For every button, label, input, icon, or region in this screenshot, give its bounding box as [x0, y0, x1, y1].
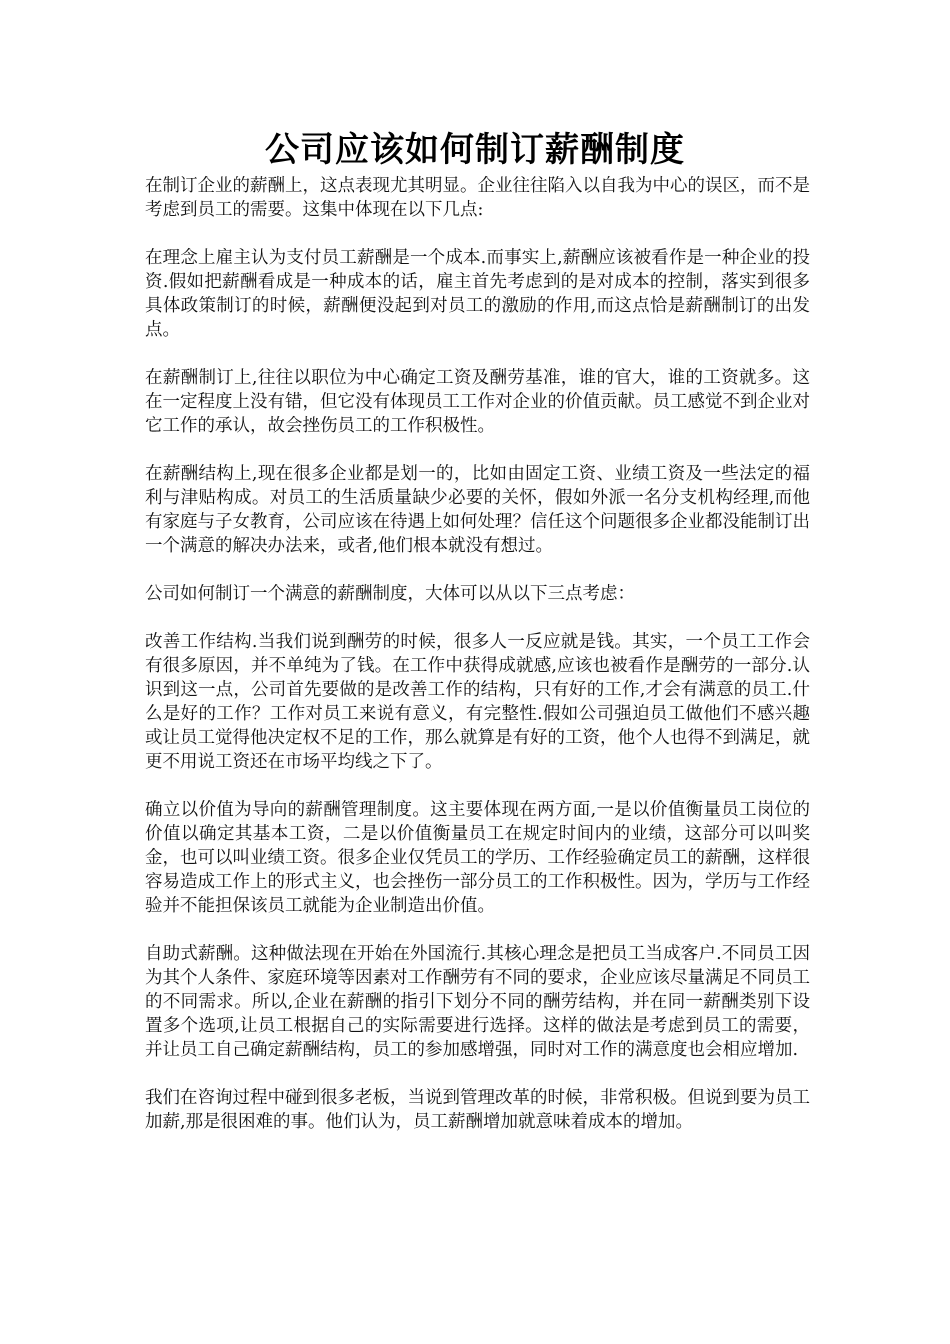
paragraph-2: 在理念上雇主认为支付员工薪酬是一个成本.而事实上,薪酬应该被看作是一种企业的投资.假如把薪酬看成是一种成本的话，雇主首先考虑到的是对成本的控制，落实到很多具体政策制订的时候，薪酬便没起到对员工的激励的作用,而这点恰是薪酬制订的出发点。 — [145, 248, 810, 340]
paragraph-6: 改善工作结构.当我们说到酬劳的时候，很多人一反应就是钱。其实，一个员工工作会有很多原因，并不单纯为了钱。在工作中获得成就感,应该也被看作是酬劳的一部分.认识到这一点，公司首先要做的是改善工作的结构，只有好的工作,才会有满意的员工.什么是好的工作？工作对员工来说有意义，有完整性.假如公司强迫员工做他们不感兴趣或让员工觉得他决定权不足的工作，那么就算是有好的工资，他个人也得不到满足，就更不用说工资还在市场平均线之下了。 — [145, 632, 810, 772]
document-title: 公司应该如何制订薪酬制度 — [265, 130, 685, 170]
paragraph-9: 我们在咨询过程中碰到很多老板，当说到管理改革的时候，非常积极。但说到要为员工加薪,那是很困难的事。他们认为，员工薪酬增加就意味着成本的增加。 — [145, 1088, 810, 1132]
paragraph-8: 自助式薪酬。这种做法现在开始在外国流行.其核心理念是把员工当成客户.不同员工因为其个人条件、家庭环境等因素对工作酬劳有不同的要求，企业应该尽量满足不同员工的不同需求。所以,企业在薪酬的指引下划分不同的酬劳结构，并在同一薪酬类别下设置多个选项,让员工根据自己的实际需要进行选择。这样的做法是考虑到员工的需要，并让员工自己确定薪酬结构，员工的参加感增强，同时对工作的满意度也会相应增加. — [145, 944, 810, 1060]
paragraph-4: 在薪酬结构上,现在很多企业都是划一的，比如由固定工资、业绩工资及一些法定的福利与津贴构成。对员工的生活质量缺少必要的关怀，假如外派一名分支机构经理,而他有家庭与子女教育，公司应该在待遇上如何处理？信任这个问题很多企业都没能制订出一个满意的解决办法来，或者,他们根本就没有想过。 — [145, 464, 810, 556]
paragraph-3: 在薪酬制订上,往往以职位为中心确定工资及酬劳基准，谁的官大，谁的工资就多。这在一定程度上没有错，但它没有体现员工工作对企业的价值贡献。员工感觉不到企业对它工作的承认，故会挫伤员工的工作积极性。 — [145, 368, 810, 436]
document-body — [145, 174, 810, 1158]
paragraph-5: 公司如何制订一个满意的薪酬制度，大体可以从以下三点考虑： — [145, 584, 635, 604]
paragraph-7: 确立以价值为导向的薪酬管理制度。这主要体现在两方面,一是以价值衡量员工岗位的价值以确定其基本工资，二是以价值衡量员工在规定时间内的业绩，这部分可以叫奖金，也可以叫业绩工资。很多企业仅凭员工的学历、工作经验确定员工的薪酬，这样很容易造成工作上的形式主义，也会挫伤一部分员工的工作积极性。因为，学历与工作经验并不能担保该员工就能为企业制造出价值。 — [145, 800, 810, 916]
paragraph-1: 在制订企业的薪酬上，这点表现尤其明显。企业往往陷入以自我为中心的误区，而不是考虑到员工的需要。这集中体现在以下几点: — [145, 176, 810, 220]
